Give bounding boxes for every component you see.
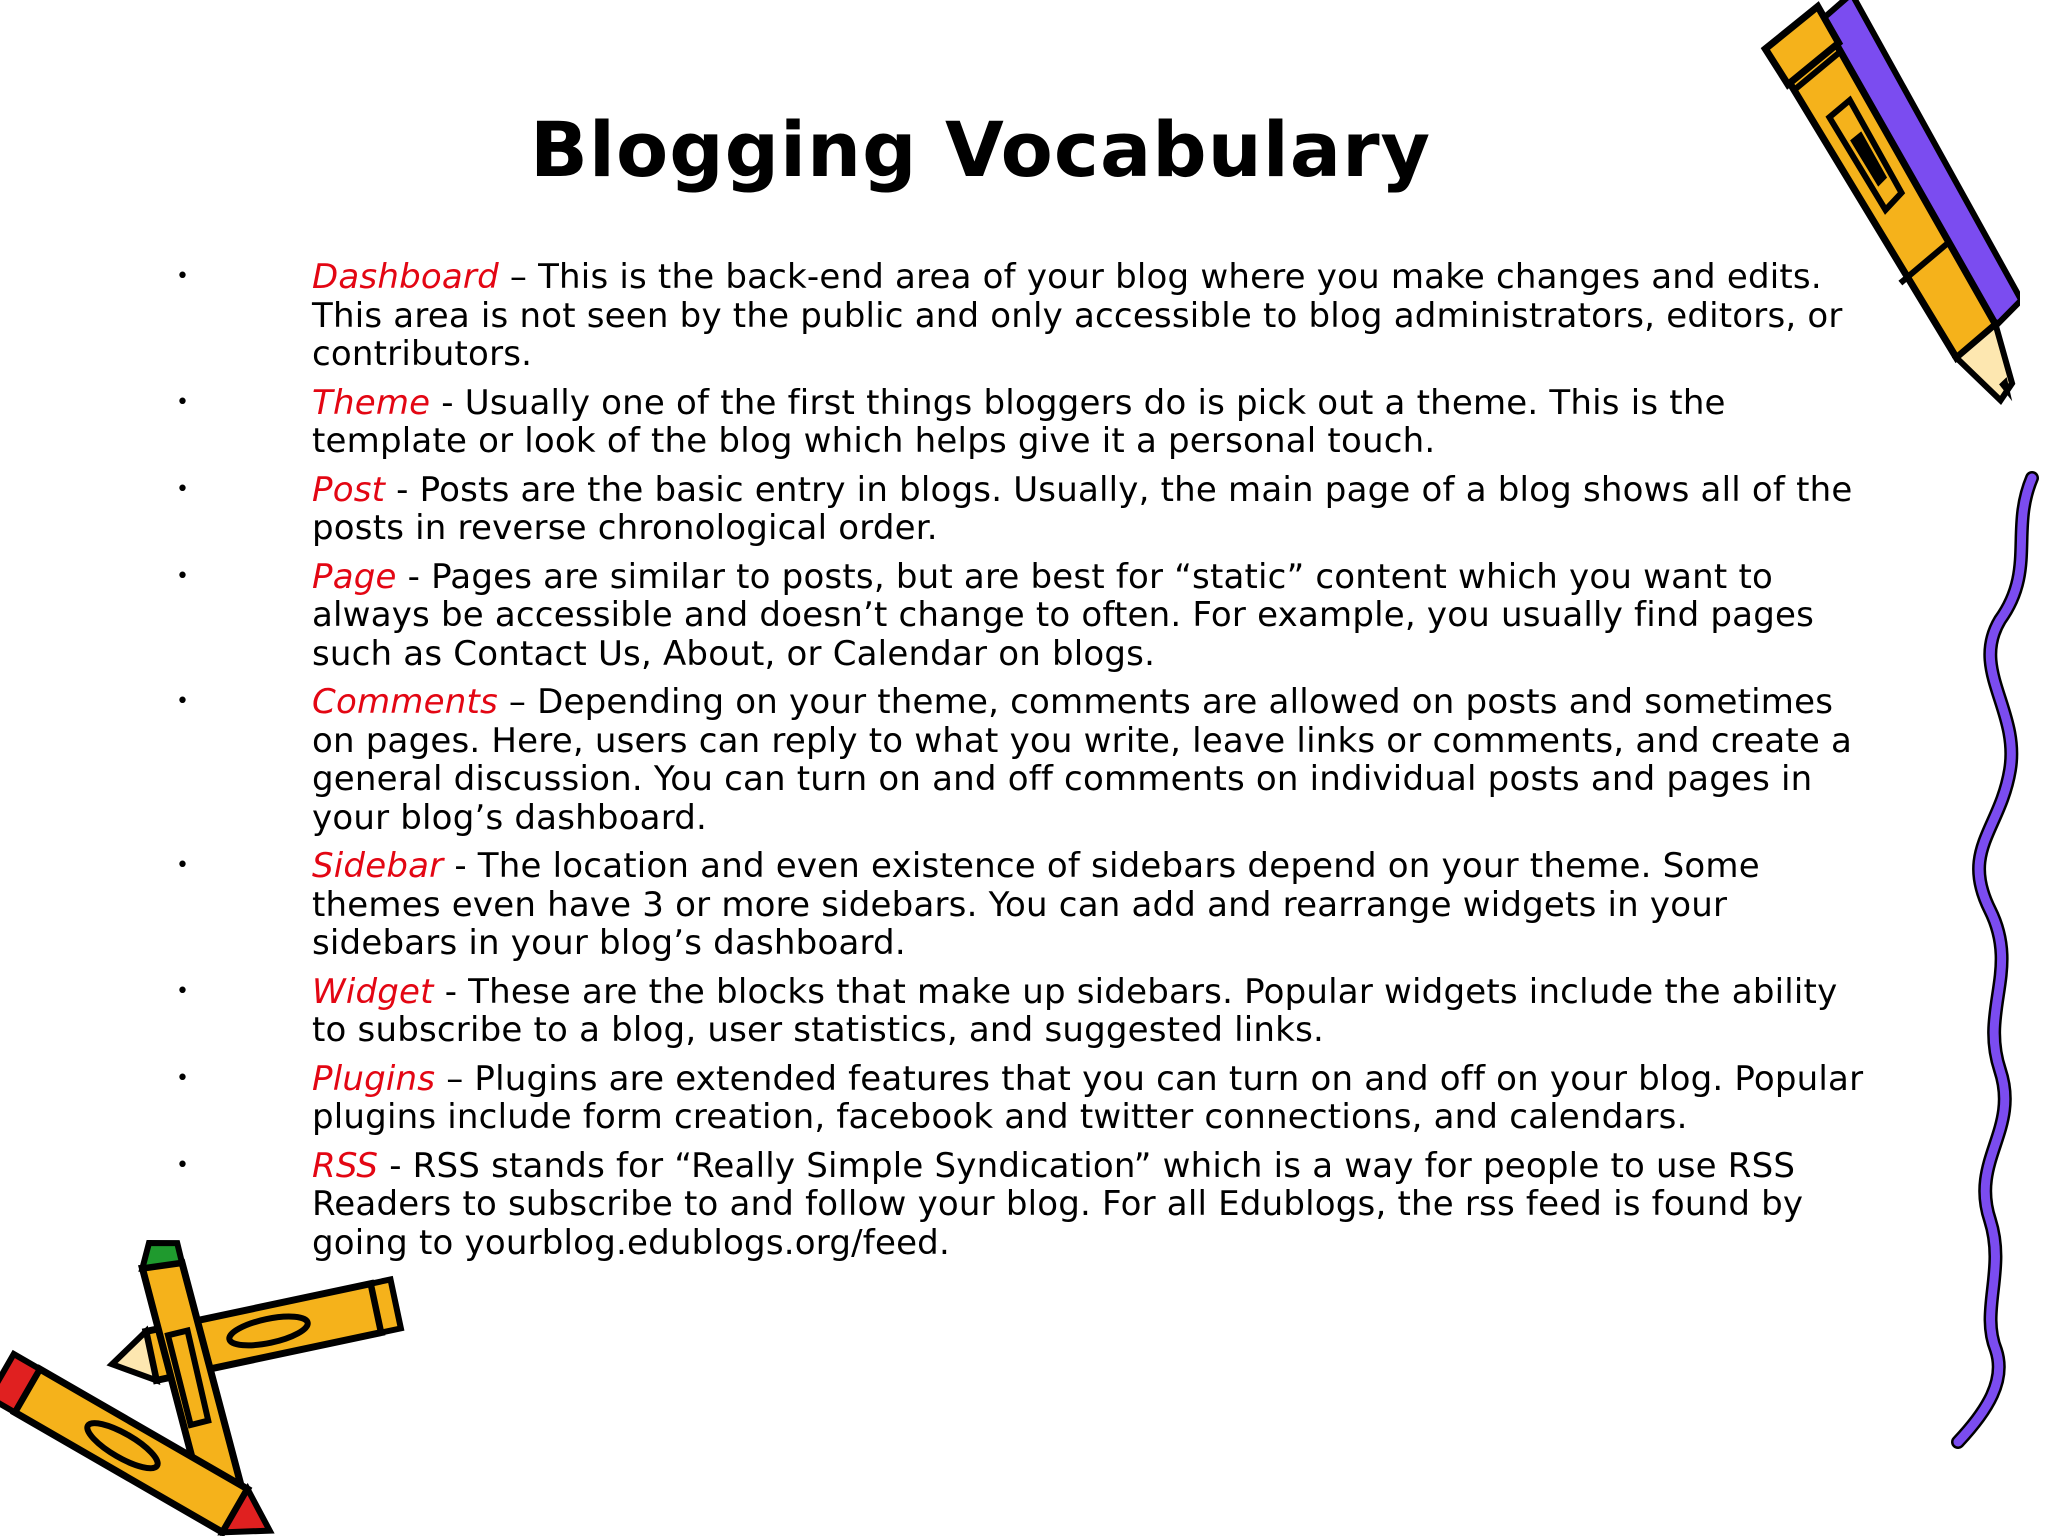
definition-sidebar: - The location and even existence of sidebars depend on your theme. Some themes even have 3 or more sidebars. You can add and rearrange widgets in your sidebars in your blog’s dashboard. — [312, 846, 1760, 963]
definition-rss: - RSS stands for “Really Simple Syndication” which is a way for people to use RSS Readers to subscribe to and follow your blog. For all Edublogs, the rss feed is found by going to yourblog.edublogs.org/feed. — [312, 1145, 1804, 1263]
slide-title: Blogging Vocabulary — [530, 105, 1432, 194]
term-comments: Comments — [312, 682, 498, 722]
definition-post: - Posts are the basic entry in blogs. Usually, the main page of a blog shows all of the posts in reverse chronological order. — [312, 469, 1853, 548]
definition-theme: - Usually one of the first things bloggers do is pick out a theme. This is the template or look of the blog which helps give it a personal touch. — [312, 382, 1726, 461]
term-rss: RSS — [312, 1145, 379, 1186]
bullet: • — [176, 1152, 190, 1178]
bullet: • — [176, 264, 190, 289]
term-plugins: Plugins — [312, 1058, 436, 1099]
term-widget: Widget — [312, 971, 434, 1012]
bullet: • — [176, 389, 190, 415]
term-page: Page — [312, 556, 397, 597]
bullet: • — [176, 563, 190, 589]
pencil-clipart-small-icon — [0, 1230, 420, 1536]
list-item — [176, 683, 1876, 837]
bullet: • — [176, 853, 190, 878]
definition-plugins: – Plugins are extended features that you can turn on and off on your blog. Popular plugins include form creation, facebook and twitter connections, and calendars. — [312, 1058, 1864, 1137]
term-theme: Theme — [312, 382, 431, 423]
list-item — [176, 973, 1876, 1050]
list-item — [176, 847, 1876, 963]
bullet: • — [176, 689, 190, 714]
list-item — [176, 1147, 1876, 1263]
definition-dashboard: – This is the back-end area of your blog where you make changes and edits. This area is not seen by the public and only accessible to blog administrators, editors, or contributors. — [312, 257, 1843, 374]
definition-comments: – Depending on your theme, comments are allowed on posts and sometimes on pages. Here, users can reply to what you write, leave links or comments, and create a general discussion. You can turn on and off comments on individual posts and pages in your blog’s dashboard. — [312, 682, 1853, 838]
definition-page: - Pages are similar to posts, but are best for “static” content which you want to always be accessible and doesn’t change to often. For example, you usually find pages such as Contact Us, About, or Calendar on blogs. — [312, 556, 1815, 674]
term-sidebar: Sidebar — [312, 846, 444, 886]
definition-widget: - These are the blocks that make up sidebars. Popular widgets include the ability to subscribe to a blog, user statistics, and suggested links. — [312, 971, 1838, 1050]
squiggle-line-icon — [1940, 470, 2048, 1450]
bullet: • — [176, 978, 190, 1004]
list-item — [176, 1060, 1876, 1137]
term-post: Post — [312, 469, 386, 510]
list-item — [176, 471, 1876, 548]
list-item — [176, 558, 1876, 674]
vocabulary-list — [176, 258, 1876, 1272]
list-item — [176, 258, 1876, 374]
term-dashboard: Dashboard — [312, 257, 499, 297]
bullet: • — [176, 1065, 190, 1091]
list-item — [176, 384, 1876, 461]
bullet: • — [176, 476, 190, 502]
